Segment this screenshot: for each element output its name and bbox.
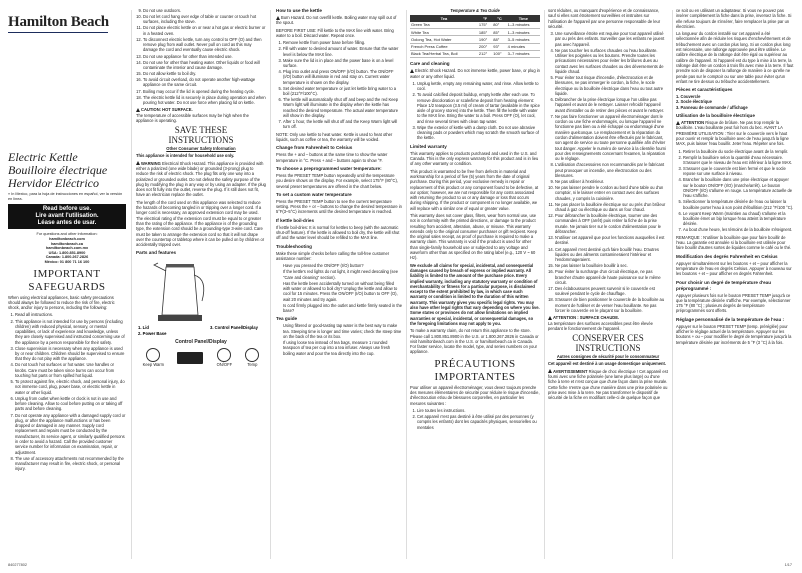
phone-ca: Canada: 1.800.267.2826: [45, 255, 89, 260]
kettle-base: [158, 315, 202, 321]
utilisation-heading: Utilisation de la bouilloire électrique: [676, 113, 755, 119]
safeguards-intro: When using electrical appliances, basic safety precautions should always be followed to reduce the risk of fire, electric shock, and/or injury to persons, including the following:: [8, 294, 115, 311]
preset-heading: To choose a preprogrammed water temperature:: [276, 165, 382, 171]
list-item: 7. Ne pas faire fonctionner un appareil électroménager dont le cordon ou une fiche endommagés, ou lorsque l'appareil ne fonctionne pas bien ou a été échappé ou endommagé d'une manière quelconque. Le remplacement et la réparation du cordon d'alimentation doivent être effectués par le fabricant, son agent de service ou toute personne qualifiée afin d'éviter tout danger. Appeler le numéro de service à la clientèle fourni pour des renseignements concernant l'examen, la réparation ou le réglage.: [555, 114, 668, 162]
parts-heading: Parts and features: [136, 250, 177, 256]
list-item: 4. Do not touch hot surfaces or hot water. Use handles or knobs. Care must be taken since burns can occur from touching hot parts or from spilled hot liquid.: [15, 362, 126, 378]
tea-table: [410, 15, 540, 58]
choisir-text: Appuyer plusieurs fois sur le bouton PRESET TEMP jusqu'à ce que la température désirée s'affiche. Par exemple, sélectionner 175 °F (80 °C) ; plusieurs degrés de température préprogrammés sont offerts.: [676, 292, 791, 314]
column-3: [276, 8, 402, 564]
modification-heading: Modification des degrés Fahrenheit en Celsius: [676, 253, 778, 259]
burn-warning-text: Burn Hazard. Do not overfill kettle. Boiling water may spill out of the spout.: [276, 15, 397, 26]
list-item: 16. Pour éviter la surcharge d'un circuit électrique, ne pas brancher d'autre appareil de haute puissance sur le même circuit.: [555, 269, 668, 285]
tea-list: [276, 323, 402, 356]
fr-safeguards-list: [548, 31, 668, 313]
table-cell: 80°: [492, 22, 506, 29]
fr-steps: [676, 149, 794, 233]
warning-triangle-icon: [136, 108, 140, 112]
piece-item: 3. Panneau de commande / affichage: [676, 104, 748, 110]
care-list: [410, 81, 540, 141]
list-item: 8. The use of accessory attachments not recommended by the manufacturer may result in fire, electric shock, or personal injury.: [15, 456, 126, 472]
kettle-body: [162, 267, 198, 315]
cord-text: The length of the cord used on this appliance was selected to reduce the hazards of becoming tangled in or tripping over a longer cord. If a longer cord is necessary, an approved extension cord may be used. The electrical rating of the extension cord must be equal to or greater than the rating of the appliance. If the appliance is of the grounding type, the extension cord should be a grounding-type 3-wire cord. Care must be taken to arrange the extension cord so that it will not drape over the countertop or tabletop where it can be pulled on by children or accidentally tripped over.: [136, 199, 265, 248]
warning-triangle-icon: [276, 16, 280, 20]
list-item: 2. Cet appareil n'est pas destiné à être utilisé par des personnes (y compris les enfants) dont les capacités physiques, sensorielles ou mentales: [417, 414, 540, 430]
troubleshooting-text: Make these simple checks before calling the toll-free customer assistance number:: [276, 250, 390, 261]
list-item: 3. S'assurer que le couvercle est bien fermé et que le socle repose sur une surface à niveau.: [683, 166, 794, 177]
list-item: 3. Make sure the lid is in place and the power base is on a level surface.: [283, 58, 402, 69]
pieces-heading: Pièces et caractéristiques: [676, 87, 733, 93]
consumer-heading: Other Consumer Safety Information: [166, 146, 236, 152]
fr-plug-text: ce soit ou en utilisant un adaptateur. Si vous ne pouvez pas insérer complètement la fiche dans la prise, inversez la fiche. Si elle refuse toujours de s'insérer, faire remplacer la prise par un électricien.: [676, 8, 792, 29]
table-header: Tea: [410, 15, 478, 21]
questions-text: For questions and other information:: [36, 232, 98, 237]
care-warning-text: Electric Shock Hazard. Do not immerse kettle, power base, or plug in water or any other liquid.: [410, 68, 540, 79]
table-header: °F: [478, 15, 492, 21]
title-fr: Bouilloire électrique: [8, 163, 108, 178]
phone-us: USA: 1.800.851.8900: [48, 250, 86, 255]
list-item: • Have you pressed the ON/OFF (I/O) button?: [283, 263, 402, 268]
column-divider: [406, 10, 407, 559]
temperature-display: [177, 352, 203, 364]
reglage-heading: Réglage personnalisé de la température de l'eau :: [676, 316, 785, 322]
table-cell: 175°: [478, 22, 492, 29]
list-item: 3. Wipe the exterior of kettle with a damp cloth. Do not use abrasive cleaning pads or powders which may scratch the smooth surface of the kettle.: [417, 125, 540, 141]
title-es: Hervidor Eléctrico: [8, 176, 99, 191]
list-item: 9. Do not use outdoors.: [143, 8, 266, 13]
list-item: 15. Ne pas laisser la bouilloire bouillir à sec.: [555, 263, 668, 268]
warranty-text-2: This product is warranted to be free from defects in material and workmanship for a period of five (5) years from the date of original purchase. During this period, your exclusive remedy is repair or replacement of this product or any component found to be defective, at our option; however, we are not responsible for any costs associated with returning the product to us or any damage or loss that occurs during shipping. If the product or component is no longer available, we will replace with a similar one of equal or greater value.: [410, 168, 539, 211]
on-off-label: ON/OFF: [216, 362, 233, 368]
table-cell: 1–3 minutes: [507, 22, 540, 29]
column-divider: [131, 10, 132, 559]
column-2: [136, 8, 266, 564]
list-item: 7. Do not operate any appliance with a damaged supply cord or plug, or after the appliance malfunctions or has been dropped or damaged in any manner. Supply cord replacement and repairs must be conducted by the manufacturer, its service agent, or similarly qualified persons in order to avoid a hazard. Call the provided customer service number for information on examination, repair, or adjustment.: [15, 413, 126, 455]
table-title: Temperature & Tea Guide: [450, 8, 500, 13]
autres-text: Cet appareil est destiné à un usage domestique uniquement.: [548, 361, 667, 367]
caution-text: The temperature of accessible surfaces may be high when the appliance is operating.: [136, 112, 249, 123]
attention-label: ATTENTION : SURFACE CHAUDE.: [553, 315, 620, 321]
table-row: [410, 29, 540, 36]
table-cell: 3–5 minutes: [507, 36, 540, 43]
list-item: 1. Retirer la bouilloire du socle électrique avant de la remplir.: [683, 149, 794, 154]
read-box-es: Léase antes de usar.: [37, 220, 97, 227]
warning-label: WARNING: [141, 160, 161, 166]
table-cell: White Tea: [410, 29, 478, 36]
list-item: 1. Unplug kettle, empty any remaining water, and rinse. Allow kettle to cool.: [417, 81, 540, 92]
table-cell: 212°: [478, 50, 492, 57]
power-icon: [217, 348, 231, 362]
precautions-heading: PRÉCAUTIONS: [434, 357, 516, 370]
list-item: 16. To avoid circuit overload, do not operate another high-wattage appliance on the same circuit.: [143, 77, 266, 88]
table-cell: Black Tea/Herbal Tea, Boil: [410, 50, 478, 57]
warning-block: [136, 161, 266, 198]
list-item: 6. Unplug from outlet when kettle or clock is not in use and before cleaning. Allow to cool before putting on or taking off parts and before cleaning.: [15, 396, 126, 412]
list-item: 12. To disconnect electric kettle, turn any control to OFF (O) and then remove plug from wall outlet. Never pull on cord as this may damage the cord and eventually cause electric shock.: [143, 37, 266, 53]
care-warning: [410, 68, 540, 79]
list-item: 1. Lire toutes les instructions.: [417, 408, 540, 413]
list-item: 5. To protect against fire, electric shock, and personal injury, do not immerse cord, plug, power base, or electric kettle in water or other liquid.: [15, 379, 126, 395]
table-cell: Oolong Tea, Hot Water: [410, 36, 478, 43]
custom-heading: To set a custom water temperature: [276, 191, 352, 197]
table-header: °C: [492, 15, 506, 21]
household-use: This appliance is intended for household use only.: [136, 153, 235, 159]
control-label: 3. Control Panel/Display: [210, 325, 258, 331]
list-item: 5. Set desired water temperature or just let kettle bring water to a boil (212°F/100°C).: [283, 86, 402, 97]
warning-triangle-icon: [548, 369, 552, 373]
safeguards-list-2: [136, 8, 266, 105]
list-item: 3. Close supervision is necessary when any appliance is used by or near children. Children should be supervised to ensure that they do not play with the appliance.: [15, 346, 126, 362]
kettle-lid: [166, 264, 194, 267]
list-item: 5. Sélectionner la température désirée de l'eau ou laisser la bouilloire porter l'eau à son point d'ébullition (212 °F/100 °C).: [683, 199, 794, 210]
list-item: 5. Pour éviter tout risque d'incendie, d'électrocution et de blessures, ne pas immerger le cordon, la fiche, le socle électrique ou la bouilloire électrique dans l'eau ou tout autre liquide.: [555, 75, 668, 96]
table-row: [410, 22, 540, 29]
choisir-heading: Pour choisir un degré de température d'eau préprogrammé :: [676, 279, 772, 291]
kettle-illustration: [154, 263, 204, 321]
modification-text: Appuyer simultanément sur les boutons + et – pour afficher la température de l'eau en degrés Celsius. Appuyer à nouveau sur les boutons + et – pour afficher en degrés Fahrenheit.: [676, 260, 792, 277]
save-heading: SAVE THESE: [174, 125, 228, 136]
list-item: 8. L'utilisation d'accessoires non recommandés par le fabricant peut provoquer un incendie, une électrocution ou des blessures.: [555, 162, 668, 178]
list-item: 12. Pour débrancher la bouilloire électrique, tourner une des commandes à OFF (arrêt) puis retirer la fiche de la prise murale. Ne jamais tirer sur le cordon d'alimentation pour le débrancher.: [555, 213, 668, 234]
list-item: 11. Ne pas placer la bouilloire électrique sur ou près d'un brûleur chaud à gaz ou électrique ou dans un four chaud.: [555, 202, 668, 213]
table-cell: Green Tea: [410, 22, 478, 29]
list-item: 14. Do not use for other than heating water. Other liquids or food will contaminate the interior and cause damage.: [143, 60, 266, 71]
table-cell: 93°: [492, 43, 506, 50]
table-row: [410, 36, 540, 43]
list-item: 15. Do not allow kettle to boil dry.: [143, 71, 266, 76]
preset-text: Press the PRESET TEMP button repeatedly until the temperature you desire shows on the display. For example, select 175°F (80°C), several preset temperatures are offered in the chart below.: [276, 172, 398, 189]
kettle-diagram: [136, 257, 266, 339]
table-cell: 200°: [478, 43, 492, 50]
table-header: Time: [507, 15, 540, 21]
base-label: 2. Power Base: [138, 331, 167, 337]
keep-warm-button[interactable]: [143, 348, 164, 367]
attention2-text: Risque de brûlure. Ne pas trop remplir la bouilloire. L'eau bouillante peut fuir hors du bec. AVANT LA PREMIÈRE UTILISATION : Tirer sur le couvercle vers le haut pour ouvrir et remplir la bouilloire avec de l'eau jusqu'à la ligne MAX, puis laisser l'eau bouillir. Jeter l'eau. Répéter une fois.: [676, 120, 789, 147]
list-item: 10. Ne pas laisser pendre le cordon au bord d'une table ou d'un comptoir, ni le laisser entrer en contact avec des surfaces chaudes, y compris la cuisinière.: [555, 185, 668, 201]
read-box-fr: Lire avant l'utilisation.: [35, 213, 99, 220]
list-item: 3. Une surveillance étroite est requise pour tout appareil utilisé par ou près des enfants. Surveiller que les enfants ne jouent pas avec l'appareil.: [555, 31, 668, 47]
warranty-text-5: To make a warranty claim, do not return this appliance to the store. Please call 1.800.851.8900 in the U.S. or 1.800.267.2826 in Canada or visit hamiltonbeach.com in the U.S. or hamiltonbeach.ca in Canada. For faster service, locate the model, type, and series numbers on your appliance.: [410, 328, 539, 355]
list-item: 9. Ne pas utiliser à l'extérieur.: [555, 179, 668, 184]
troubleshooting-heading: Troubleshooting: [276, 243, 312, 249]
list-item: • Using filtered or good-tasting tap water is the best way to make tea. Steeping time is longer and time varies; check the steep time on the back of the tea or its box.: [283, 323, 402, 339]
piece-item: 2. Socle électrique: [676, 99, 712, 105]
lid-label: 1. Lid: [138, 325, 149, 331]
column-5: [548, 8, 668, 564]
list-item: 10. Do not let cord hang over edge of table or counter or touch hot surfaces, including the stove.: [143, 14, 266, 25]
list-item: 7. Au bout d'une heure, les témoins de la bouilloire s'éteignent.: [683, 227, 794, 232]
read-box-en: Read before use.: [42, 206, 92, 213]
column-1: [8, 8, 126, 564]
page-number: 1/17: [784, 563, 792, 567]
on-off-button[interactable]: [217, 348, 232, 367]
column-divider: [544, 10, 545, 559]
autres-heading: Autres consignes de sécurité pour le consommateur: [556, 354, 660, 360]
conserver-heading-2: INSTRUCTIONS: [575, 343, 641, 354]
url-us[interactable]: hamiltonbeach.com: [49, 236, 85, 241]
list-item: • Has the kettle been accidentally turned on without being filled with water or allowed to boil dry? Unplug the kettle and allow to cool for 15 minutes. Press the ON/OFF (I/O) button to OFF (O), wait 20 minutes and try again.: [283, 281, 402, 302]
table-cell: 3–7 minutes: [507, 50, 540, 57]
tea-heading: Tea guide: [276, 316, 298, 322]
conserver-heading: CONSERVER CES: [572, 333, 644, 344]
brand-logo: Hamilton Beach: [8, 14, 109, 30]
table-row: [410, 50, 540, 57]
column-divider: [672, 10, 673, 559]
list-item: 6. The kettle will automatically shut off and beep and the red Keep Warm light will illuminate in the display when the kettle has reached the desired temperature. The actual water temperature will show in the display.: [283, 97, 402, 118]
title-en: Electric Kettle: [8, 150, 78, 165]
precautions-list: [410, 408, 540, 430]
fahrenheit-heading: Change from Fahrenheit to Celsius: [276, 145, 353, 151]
reglage-text: Appuyer sur le bouton PRESET TEMP (temp. préréglée) pour afficher le réglage actuel de la température. Appuyer sur les boutons + ou – pour modifier le degré de température jusqu'à la température désirée par incréments de 5 °F (3 °C) à la fois.: [676, 323, 792, 345]
url-ca[interactable]: hamiltonbeach.ca: [50, 241, 84, 246]
warranty-text-4: We exclude all claims for special, incidental, and consequential damages caused by breach of express or implied warranty. All liability is limited to the amount of the purchase price. Every implied warranty, including any statutory warranty or condition of merchantability or fitness for a particular purpose, is disclaimed except to the extent prohibited by law, in which case such warranty or condition is limited to the duration of this written warranty. This warranty gives you specific legal rights. You may also have other legal rights that vary depending on where you live. Some states or provinces do not allow limitations on implied warranties or special, incidental, or consequential damages, so the foregoing limitations may not apply to you.: [410, 262, 540, 326]
brand-underline: [8, 32, 108, 33]
temp-icon: [245, 348, 259, 362]
burn-warning: [276, 15, 402, 26]
control-panel: [136, 348, 266, 367]
list-item: 17. Boiling may occur if the lid is opened during the heating cycle.: [143, 89, 266, 94]
safeguards-heading: SAFEGUARDS: [28, 280, 106, 293]
list-item: • Is cord firmly plugged into the outlet and kettle firmly seated in the base?: [283, 303, 402, 314]
list-item: 6. Le voyant Keep Warm (maintien au chaud) s'allume et la bouilloire émet un bip lorsque l'eau atteint la température désirée.: [683, 211, 794, 227]
boil-dry-text: If kettle boil-dries: It is normal for kettles to beep (with the automatic shut-off feature). If the kettle is allowed to boil dry, the kettle will shut off and the water level should be refilled to the MAX line.: [276, 224, 400, 241]
warranty-text-3: This warranty does not cover glass, filters, wear from normal use, use not in conformity with the printed directions, or damage to the product resulting from accident, alteration, abuse, or misuse. This warranty extends only to the original consumer purchaser or gift recipient. Keep the original sales receipt, as proof of purchase is required to make a warranty claim. This warranty is void if the product is used for other than single-family household use or subjected to any voltage and waveform other than as specified on the rating label (e.g., 120 V ~ 60 Hz).: [410, 212, 537, 261]
save-heading-2: INSTRUCTIONS: [168, 135, 234, 146]
column-4: [410, 8, 540, 564]
url-mx[interactable]: hamiltonbeach.com.mx: [45, 246, 89, 251]
list-item: 6. Débrancher de la prise électrique lorsque l'on utilise pas l'appareil et avant de le nettoyer. Laisser refroidir l'appareil avant d'installer ou de retirer des pièces et avant le nettoyer.: [555, 97, 668, 113]
list-item: 4. Ne pas toucher les surfaces chaudes ou l'eau bouillante. Utiliser les poignées ou les boutons. Prendre toutes les précautions nécessaires pour éviter les brûlures dues au contact avec les surfaces chaudes ou des déversements de liquide chaud.: [555, 48, 668, 74]
table-cell: 85°: [492, 29, 506, 36]
boil-dry-heading: If kettle boil-dries: [276, 217, 315, 223]
avertissement-text: Risque de choc électrique ! Cet appareil est fourni avec une fiche polarisée (une lame plus large) ou d'une fiche à terre et n'est conçue que d'une façon dans la prise murale. Cette fiche n'entre que d'une manière dans une prise polarisée ou prise avec mise à la terre. Ne pas transformer le dispositif de sécurité de la fiche en modifiant celle-ci de quelque façon que: [548, 368, 668, 401]
warning-triangle-icon: [410, 69, 414, 73]
table-cell: 190°: [478, 36, 492, 43]
list-item: 7. After 1 hour, the kettle will shut off and the Keep Warm light will turn off.: [283, 119, 402, 130]
precautions-heading-2: IMPORTANTES: [434, 370, 516, 383]
lang-note: » In Mexico, para la hoja de instrucciones en español, ver la versión en línea.: [8, 192, 123, 201]
table-cell: 1–3 minutes: [507, 29, 540, 36]
table-cell: French Press Coffee: [410, 43, 478, 50]
kettle-spout: [154, 263, 166, 271]
temp-label: Temp: [247, 362, 258, 368]
list-item: 2. This appliance is not intended for use by persons (including children) with reduced physical, sensory, or mental capabilities, or lack of experience and knowledge, unless they are closely supervised and instructed concerning use of the appliance by a person responsible for their safety.: [15, 319, 126, 345]
list-item: 4. Brancher la bouilloire dans une prise électrique et appuyer sur le bouton ON/OFF (I/O) (marche/arrêt). Le bouton ON/OFF (I/O) s'allume en rouge. La température actuelle de l'eau s'affiche.: [683, 177, 794, 198]
howto-heading: How to use the kettle: [276, 8, 322, 13]
avertissement-block: [548, 369, 668, 401]
troubleshooting-list: [276, 263, 402, 313]
howto-steps: [276, 40, 402, 130]
note-text: NOTE: Only use kettle to heat water. Kettle is used to heat other liquids, such as coffee or tea, the warranty will be voided.: [276, 131, 393, 143]
table-cell: 88°: [492, 36, 506, 43]
footer-code: 840277802: [8, 563, 28, 567]
list-item: 13. N'utiliser cet appareil que pour les fonctions auxquelles il est destiné.: [555, 235, 668, 246]
list-item: 13. Do not use appliance for other than intended use.: [143, 54, 266, 59]
fahrenheit-text: Press the + and – buttons at the same time to show the water temperature in °C. Press + and – buttons again to show °F.: [276, 152, 388, 163]
list-item: 2. Fill with water to desired amount of water. Ensure that the water level is below the MAX line.: [283, 46, 402, 57]
warranty-heading: Limited warranty: [410, 143, 447, 149]
important-heading: IMPORTANT: [33, 267, 101, 280]
list-item: 11. Do not place electric kettle on or near a hot gas or electric burner or in a heated oven.: [143, 25, 266, 36]
keep-warm-icon: [146, 348, 160, 362]
column-divider: [270, 10, 271, 559]
list-item: 17. Des éclaboussures peuvent survenir si le couvercle est soulevé pendant le cycle de chauffage.: [555, 286, 668, 297]
list-item: 1. Remove kettle from power base before filling.: [283, 40, 402, 45]
list-item: 2. Remplir la bouilloire selon la quantité d'eau nécessaire. S'assurer que le niveau de l'eau est inférieur à la ligne MAX.: [683, 155, 794, 166]
read-box: [8, 204, 126, 229]
temp-button[interactable]: [245, 348, 259, 367]
before-first-use: BEFORE FIRST USE: Fill kettle to the MAX line with water. Bring water to a boil. Discard water. Repeat once.: [276, 27, 394, 38]
piece-item: 1. Couvercle: [676, 94, 701, 100]
pieces-list: [676, 94, 794, 110]
list-item: 14. Cet appareil n'est destiné qu'à faire bouillir l'eau. D'autres liquides ou des aliments contamineraient l'intérieur et l'endommageraient.: [555, 247, 668, 263]
warning-text: Electrical Shock Hazard. This appliance is provided with either a polarized (one wide blade) or grounded (3-prong) plug to reduce the risk of electric shock. The plug fits only one way into a polarized or grounded outlet. Do not defeat the safety purpose of the plug by modifying the plug in any way or by using an adapter. If the plug does not fit fully into the outlet, reverse the plug. If it still does not fit, have an electrician replace the outlet.: [136, 160, 266, 198]
table-row: [410, 43, 540, 50]
column-6: [676, 8, 794, 564]
avertissement-label: AVERTISSEMENT: [553, 368, 588, 374]
attention-block: [676, 120, 794, 146]
warning-triangle-icon: [676, 121, 680, 125]
table-cell: 100°: [492, 50, 506, 57]
phone-mx: México: 01 800 71 16 100: [44, 259, 90, 264]
list-item: • If the kettle's red lights do not light, it might need descaling (see "Care and cleaning" section).: [283, 269, 402, 280]
safeguards-list-1: [8, 312, 126, 471]
warning-triangle-icon: [548, 316, 552, 320]
table-cell: 4 minutes: [507, 43, 540, 50]
list-item: 2. To avoid calcified deposit buildup, empty kettle after each use. To remove discoloration or scale/lime deposit from heating element: Place 1/2 teaspoon (3.5 ml) of cream of tartar (available in the spice aisle of grocery stores) into the kettle. Then fill the kettle with water to the MAX line. Bring the water to a boil. Press OFF (O), let cool, and rinse several times with clean tap water.: [417, 92, 540, 124]
precautions-intro: Pour utiliser un appareil électroménager, vous devez toujours prendre des mesures élémentaires de sécurité pour réduire le risque d'incendie, d'électrocution et/ou de blessures corporelles, en particulier les mesures suivantes :: [410, 384, 540, 406]
fr-cord-text: La longueur du cordon installé sur cet appareil a été sélectionnée afin de réduire les risques d'enchevêtrement et de trébuchement avec un cordon plus long. Si un cordon plus long est nécessaire, une rallonge approuvée peut être utilisée. Le calibre électrique de la rallonge doit être égal ou supérieur au calibre de l'appareil. Si l'appareil est du type à mise à la terre, la rallonge doit être un cordon à trois fils avec mise à la terre. Il faut prendre soin de disposer la rallonge de manière à ce qu'elle ne pende pas sur le comptoir ou sur une table pour éviter qu'un enfant ne tire dessus ou trébuche accidentellement.: [676, 31, 794, 84]
keep-warm-label: Keep Warm: [142, 362, 165, 368]
table-cell: 185°: [478, 29, 492, 36]
list-item: 4. Plug into outlet and press ON/OFF (I/O) button. The ON/OFF (I/O) button will illuminate in red and stay on. Current water temperature is shown on the display.: [283, 69, 402, 85]
fr-continued: sont réduites, ou manquant d'expérience et de connaissance, sauf si elles sont étroitement surveillées et instruites sur l'utilisation de l'appareil par une personne responsable de leur sécurité.: [548, 8, 661, 29]
attention-text: La température des surfaces accessibles peut être élevée pendant le fonctionnement de l'appareil.: [548, 320, 653, 331]
list-item: 18. The electric kettle lid is securely in place during operation and when pouring hot water. Do not use force when placing lid on kettle.: [143, 95, 266, 106]
custom-text: Press the PRESET TEMP button to see the current temperature setting. Press the + or – buttons to change the desired temperature in 5°F(3–5°C) increments until the desired temperature is reached.: [276, 198, 402, 215]
caution-label: CAUTION: HOT SURFACE.: [141, 107, 193, 113]
list-item: • If using loose tea instead of tea bags, measure 1 rounded teaspoon of tea per cup into a tea infuser. Always use fresh boiling water and pour the tea directly into the cup.: [283, 340, 402, 356]
control-panel-title: Control Panel/Display: [175, 339, 227, 346]
list-item: 18. S'assurer de bien positionner le couvercle de la bouilloire au moment de l'utiliser et de verser l'eau bouillante. Ne pas forcer le couvercle en le plaçant sur la bouilloire.: [555, 297, 668, 313]
warranty-text-1: This warranty applies to products purchased and used in the U.S. and Canada. This is the only express warranty for this product and is in lieu of any other warranty or condition.: [410, 150, 539, 167]
attention2-label: ATTENTION: [681, 120, 705, 126]
warning-triangle-icon: [136, 161, 140, 165]
list-item: 1. Read all instructions.: [15, 312, 126, 317]
remarque-text: REMARQUE : N'utiliser la bouilloire que pour faire bouillir de l'eau. La garantie est annulée si la bouilloire est utilisée pour faire bouillir d'autres sortes de liquides comme le café ou le thé.: [676, 234, 792, 251]
care-heading: Care and cleaning: [410, 61, 450, 67]
